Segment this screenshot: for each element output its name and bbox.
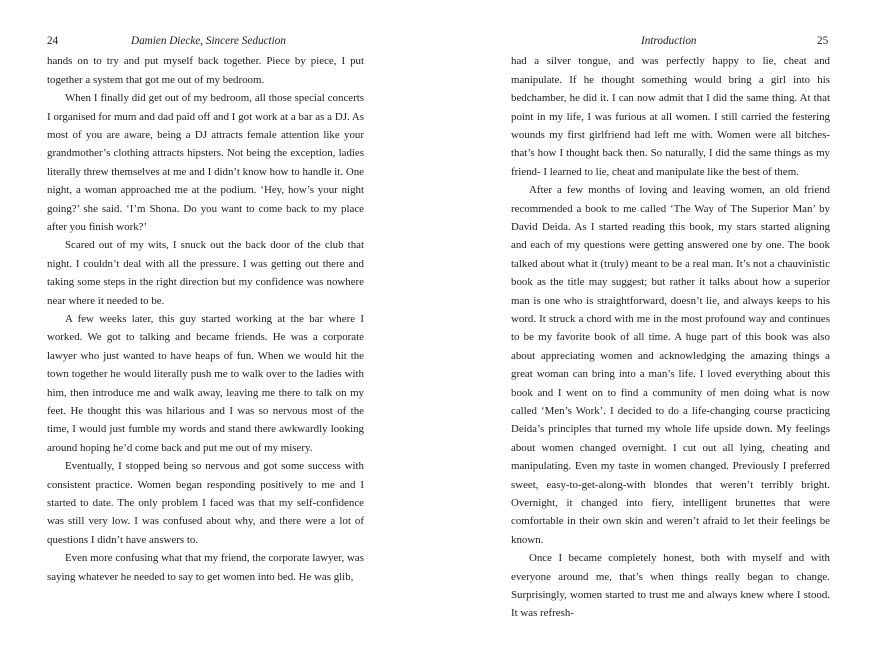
- right-page: [438, 0, 876, 657]
- paragraph: Scared out of my wits, I snuck out the back door of the club that night. I couldn’t deal with all the pressure. I was getting out there and taking some steps in the right direction but my confidence was nowhere near where it needed to be.: [47, 239, 364, 307]
- paragraph: Once I became completely honest, both with myself and with everyone around me, that’s when things really began to change. Surprisingly, women started to trust me and always knew where I stood. It was refresh-: [511, 552, 830, 620]
- paragraph: When I finally did get out of my bedroom, all those special concerts I organised for mum and dad paid off and I got work at a bar as a DJ. As most of you are aware, being a DJ attracts female attention like your grandmother’s clothing attracts hipsters. Not being the exception, ladies literally threw themselves at me and I didn’t know how to handle it. One night, a woman approached me at the podium. ‘Hey, how’s your night going?’ she said. ‘I’m Shona. Do you want to come back to my place after you finish work?’: [47, 92, 364, 233]
- paragraph: had a silver tongue, and was perfectly happy to lie, cheat and manipulate. If he thought something would bring a girl into his bedchamber, he did it. I can now admit that I did the same thing. At that point in my life, I was furious at all women. I still carried the festering wounds my first girlfriend had left me with. Women were all bitches- that’s how I thought back then. So naturally, I did the same things as my friend- I learned to lie, cheat and manipulate like the best of them.: [511, 55, 830, 178]
- right-page-body: [511, 52, 830, 623]
- left-running-head: Damien Diecke, Sincere Seduction: [131, 35, 286, 47]
- paragraph: Eventually, I stopped being so nervous and got some success with consistent practice. Women began responding positively to me and I started to date. The only problem I faced was that my self-confidence was still very low. I was confused about why, and there were a lot of questions I didn’t have answers to.: [47, 460, 364, 546]
- left-page-body: [47, 52, 364, 586]
- paragraph: hands on to try and put myself back together. Piece by piece, I put together a system that got me out of my bedroom.: [47, 55, 364, 86]
- right-page-number: 25: [817, 35, 829, 47]
- left-page-number: 24: [47, 35, 59, 47]
- paragraph: A few weeks later, this guy started working at the bar where I worked. We got to talking and became friends. He was a corporate lawyer who just wanted to have heaps of fun. When we would hit the town together he would literally push me to walk over to the ladies with him, then introduce me and walk away, leaving me there to talk on my feet. He thought this was hilarious and I was so nervous most of the time, I would just fumble my words and stand there awkwardly looking around hoping he’d come back and put me out of my misery.: [47, 312, 364, 454]
- right-running-head: Introduction: [641, 35, 697, 47]
- paragraph: Even more confusing what that my friend, the corporate lawyer, was saying whatever he needed to say to get women into bed. He was glib,: [47, 552, 364, 583]
- paragraph: After a few months of loving and leaving women, an old friend recommended a book to me called ‘The Way of The Superior Man’ by David Deida. As I started reading this book, my stars started aligning and each of my questions were getting answered one by one. The book talked about what it (truly) meant to be a real man. It’s not a chauvinistic book as the title may suggest; but rather it talks about how a superior man is one who is straightforward, doesn’t lie, and always keeps to his word. It struck a chord with me in the most profound way and continues to be my favorite book of all time. A huge part of this book was also about appreciating women and acknowledging the amazing things a great woman can bring into a man’s life. I loved everything about this book and I went on to find a community of men doing what is now called ‘Men’s Work’. I decided to do a life-changing course practicing Deida’s principles that turned my whole life upside down. My feelings about women changed overnight. I cut out all lying, cheating and manipulating. Even my taste in women changed. Previously I preferred sweet, easy-to-get-along-with blondes that weren’t terribly bright. Overnight, it changed into fiery, intelligent brunettes that were comfortable in their own skin and weren’t afraid to let their feelings be known.: [511, 184, 830, 546]
